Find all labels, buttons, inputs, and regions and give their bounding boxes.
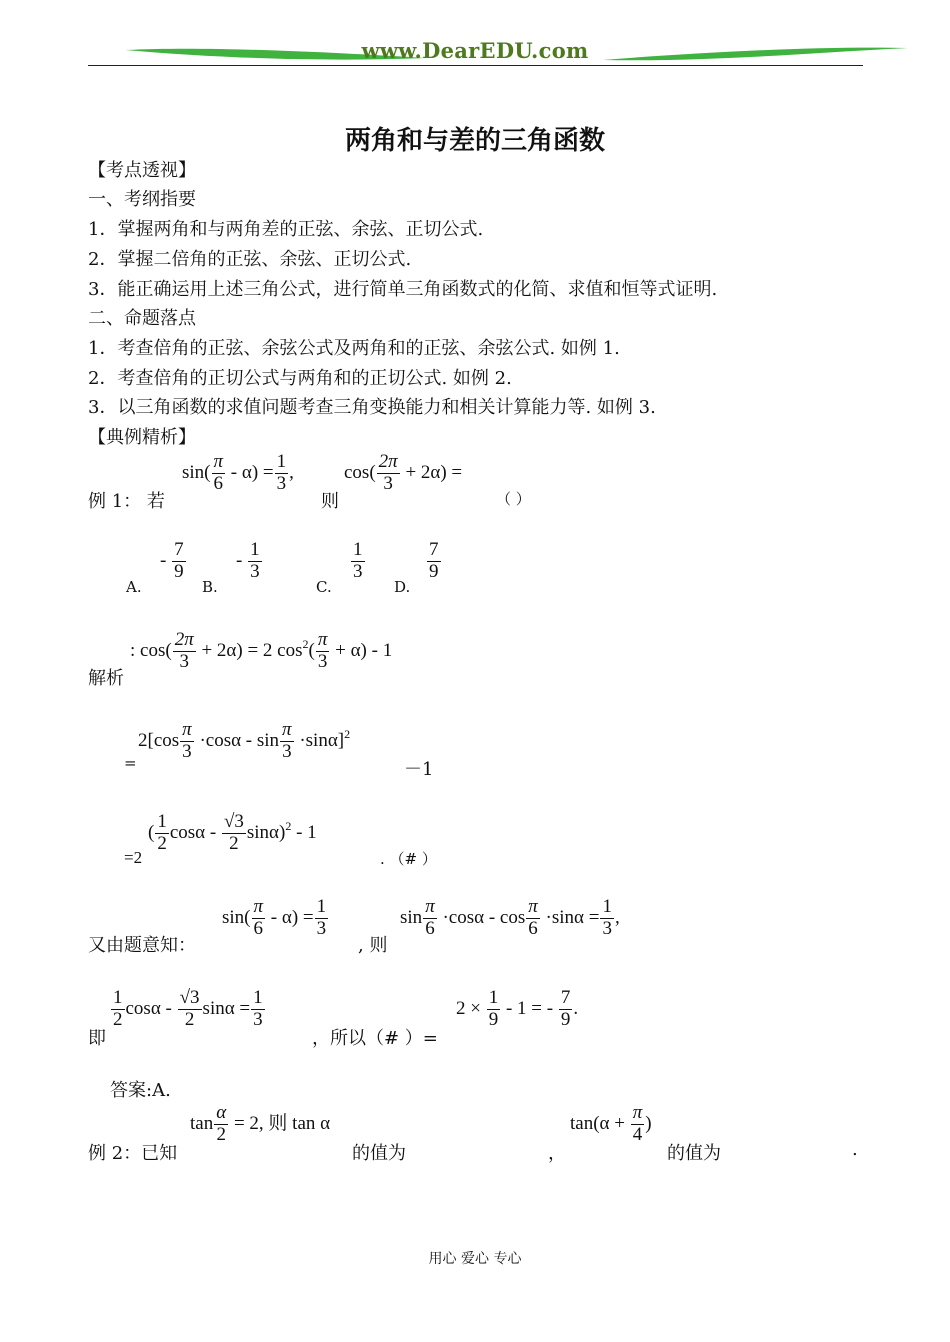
header-rule [88, 65, 863, 66]
option-a-value: - $\frac{7}{9}$ [160, 539, 184, 582]
example-1-label: 例 1： 若 [88, 491, 165, 512]
example-2-target: tan(α + $\frac{\pi}{4}$ ) [570, 1102, 652, 1145]
mingti-item-3: 3．以三角函数的求值问题考查三角变换能力和相关计算能力等. 如例 3. [88, 397, 656, 418]
kaogang-item-2: 2．掌握二倍角的正弦、余弦、正切公式. [88, 249, 412, 270]
then-word: 则 [321, 491, 339, 512]
solution-step-2: 2[cos $\frac{\pi}{3}$ ·cosα - sin $\frac{\pi}{3}$ ·sinα]$^2$ [138, 719, 351, 762]
page-title: 两角和与差的三角函数 [344, 126, 605, 156]
section-heading-kaodian: 【考点透视】 [88, 160, 196, 181]
option-a-label[interactable]: A. [126, 578, 142, 596]
final-computation: 2 × $\frac{1}{9}$ - 1 = - $\frac{7}{9}$ . [456, 987, 579, 1030]
subheading-kaogang: 一、考纲指要 [88, 189, 196, 210]
fraction-2pi-over-3: $\frac{2\pi}{3}$ [378, 451, 398, 494]
value-of-text-1: 的值为 [352, 1143, 406, 1164]
section-heading-dianli: 【典例精析】 [88, 427, 196, 448]
option-c-label[interactable]: C. [316, 578, 332, 596]
option-d-label[interactable]: D. [394, 578, 411, 596]
mingti-item-1: 1．考查倍角的正弦、余弦公式及两角和的正弦、余弦公式. 如例 1. [88, 338, 620, 359]
separator-comma: ， [548, 1143, 566, 1164]
mingti-item-2: 2．考查倍角的正切公式与两角和的正切公式. 如例 2. [88, 368, 512, 389]
example-1-target-expression: cos( $\frac{2\pi}{3}$ + 2α) = [344, 451, 463, 494]
coefficient-two: =2 [124, 848, 143, 867]
page-footer: 用心 爱心 专心 [428, 1251, 522, 1267]
page-header [88, 38, 863, 70]
option-c-value: $\frac{1}{3}$ [353, 539, 363, 582]
therefore-text: ，所以（# ）= [312, 1028, 438, 1049]
fraction-pi-over-6: $\frac{\pi}{6}$ [213, 451, 224, 494]
answer-blank-parens: （ ） [496, 490, 531, 508]
solution-label: 解析 [88, 668, 124, 689]
solution-step-1: : cos( $\frac{2\pi}{3}$ + 2α) = 2 $\cos^2$( $\frac{\pi}{3}$ + α) - 1 [130, 629, 393, 672]
example-2-label: 例 2：已知 [88, 1143, 178, 1164]
kaogang-item-1: 1．掌握两角和与两角差的正弦、余弦、正切公式. [88, 219, 484, 240]
given-condition: sin( $\frac{\pi}{6}$ - α) = $\frac{1}{3}$ [222, 896, 327, 939]
equals-sign: = [124, 754, 137, 772]
subheading-mingti: 二、命题落点 [88, 308, 196, 329]
option-b-label[interactable]: B. [202, 578, 218, 596]
value-of-text-2: 的值为 [667, 1143, 721, 1164]
solution-step-3: ( $\frac{1}{2}$ cosα - $\frac{√3}{2}$ sinα)$^2$ - 1 [148, 811, 317, 854]
example-1-condition: sin( $\frac{\pi}{6}$ - α) = $\frac{1}{3}$ , [182, 451, 294, 494]
hence-equation: $\frac{1}{2}$ cosα - $\frac{√3}{2}$ sinα = $\frac{1}{3}$ [113, 987, 263, 1030]
hence-label: 即 [88, 1028, 106, 1049]
given-label: 又由题意知： [88, 935, 196, 956]
option-d-value: $\frac{7}{9}$ [429, 539, 439, 582]
fraction-one-third: $\frac{1}{3}$ [276, 451, 287, 494]
answer-text: 答案:A. [110, 1080, 171, 1101]
then-word-2: , 则 [358, 935, 388, 956]
end-period: . [852, 1139, 858, 1160]
expanded-condition: sin $\frac{\pi}{6}$ ·cosα - cos $\frac{\pi}{6}$ ·sinα = $\frac{1}{3}$ , [400, 896, 620, 939]
leaf-swoosh-right-icon [603, 42, 908, 64]
site-logo[interactable]: www.DearEDU.com [361, 38, 589, 63]
example-2-condition: tan $\frac{\alpha}{2}$ = 2, 则 tan α [190, 1102, 331, 1145]
option-b-value: - $\frac{1}{3}$ [236, 539, 260, 582]
equation-mark: . （# ） [380, 850, 437, 868]
minus-one-tail: －1 [404, 759, 434, 780]
kaogang-item-3: 3．能正确运用上述三角公式，进行简单三角函数式的化简、求值和恒等式证明. [88, 279, 718, 300]
